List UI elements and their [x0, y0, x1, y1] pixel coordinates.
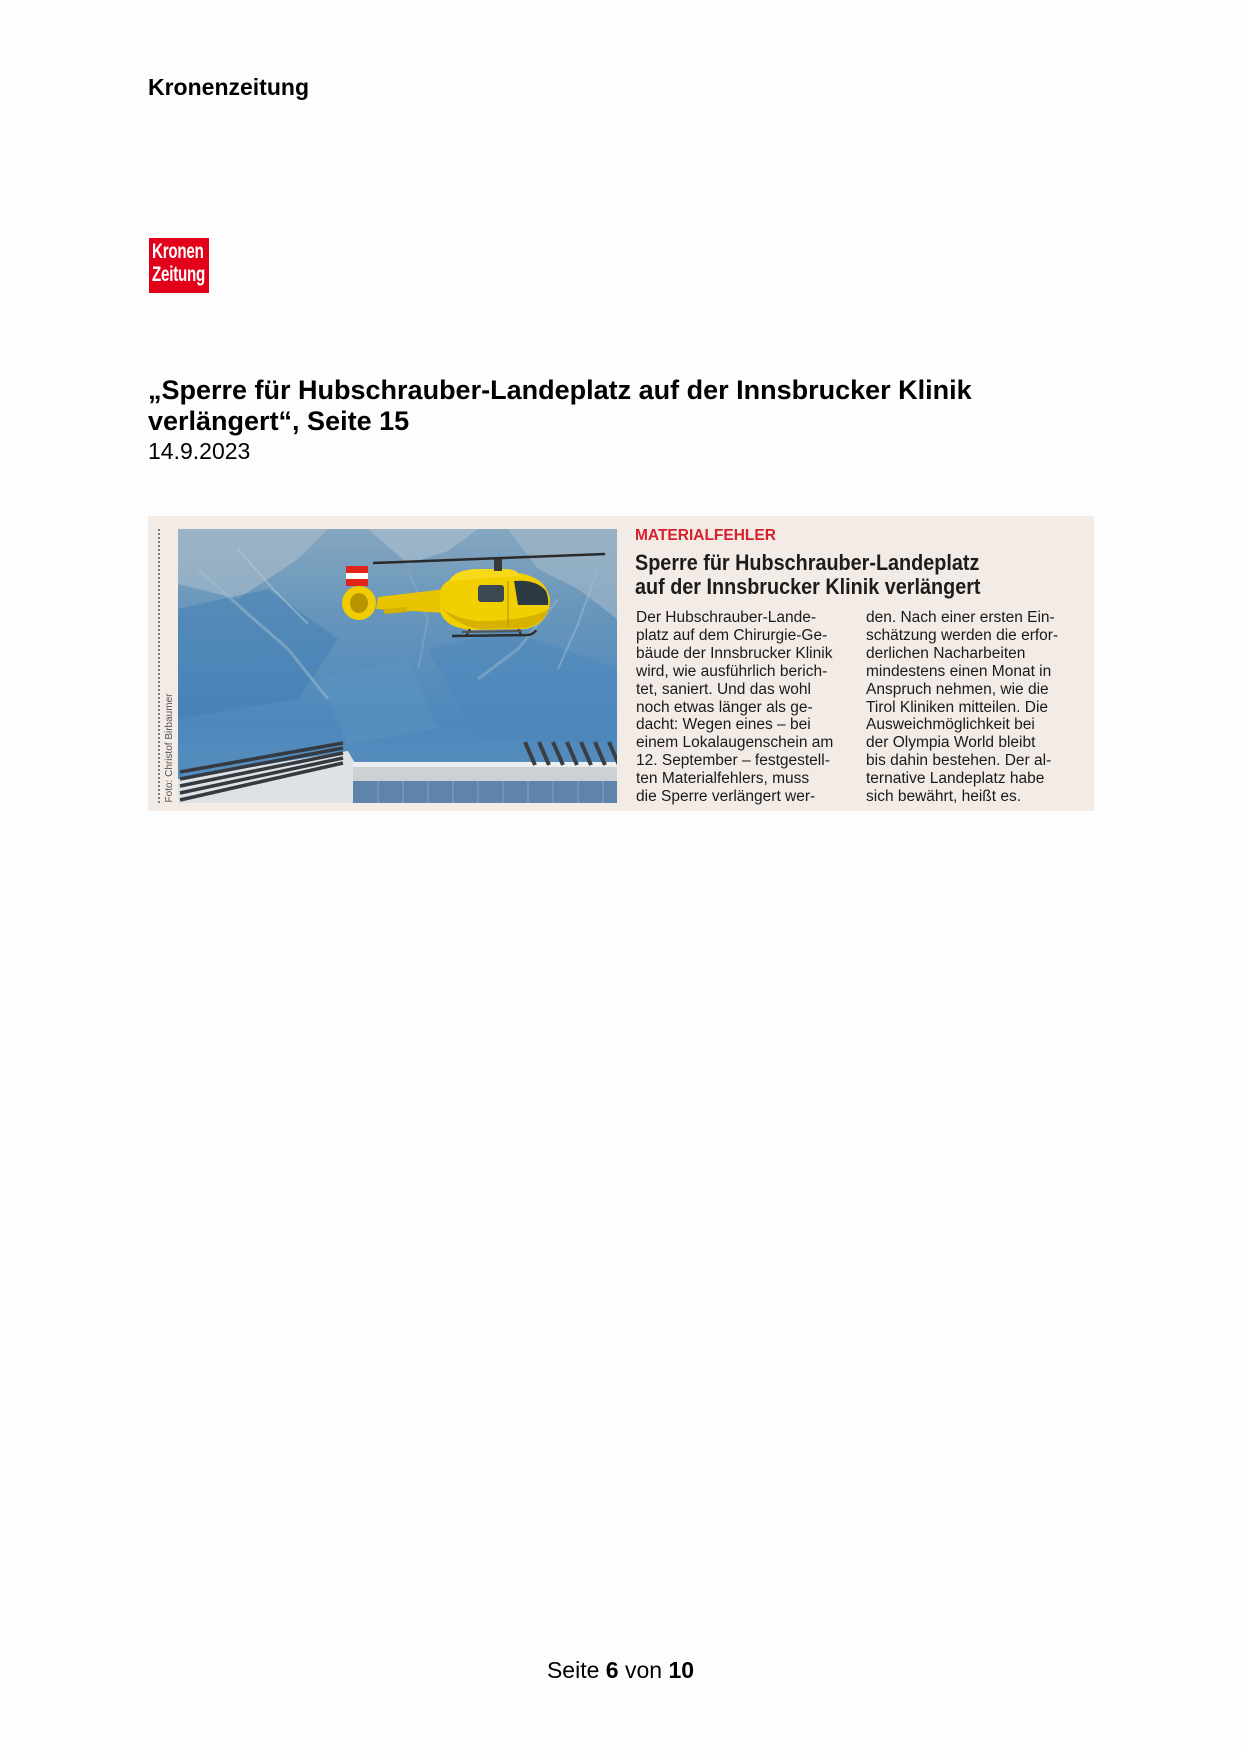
- body-line: platz auf dem Chirurgie-Ge-: [636, 626, 828, 644]
- logo-text-line-1: Kronen: [152, 240, 204, 263]
- body-line: tet, saniert. Und das wohl: [636, 680, 811, 698]
- body-line: den. Nach einer ersten Ein-: [866, 609, 1055, 626]
- body-line: noch etwas länger als ge-: [636, 698, 813, 716]
- body-line: die Sperre verlängert wer-: [636, 788, 816, 806]
- body-line: der Olympia World bleibt: [866, 734, 1036, 752]
- page-label: Seite: [546, 1657, 600, 1683]
- current-page-number: 6: [605, 1657, 619, 1683]
- body-line: Anspruch nehmen, wie die: [866, 680, 1049, 698]
- body-line: 12. September – festgestell-: [636, 752, 830, 770]
- page-of-label: von: [624, 1657, 663, 1683]
- body-line: bäude der Innsbrucker Klinik: [636, 644, 833, 662]
- publication-name: Kronenzeitung: [148, 74, 309, 100]
- body-line: Ausweichmöglichkeit bei: [866, 716, 1035, 734]
- kronen-zeitung-logo: [149, 238, 209, 293]
- headline-line: Sperre für Hubschrauber-Landeplatz: [635, 550, 980, 575]
- body-line: wird, wie ausführlich berich-: [636, 662, 828, 680]
- headline-line: auf der Innsbrucker Klinik verlängert: [635, 574, 981, 599]
- body-line: schätzung werden die erfor-: [866, 626, 1059, 644]
- hospital-building: [178, 742, 617, 803]
- body-line: derlichen Nacharbeiten: [866, 644, 1026, 662]
- body-line: dacht: Wegen eines – bei: [636, 716, 811, 734]
- body-line: ten Materialfehlers, muss: [636, 770, 810, 788]
- article-kicker: MATERIALFEHLER: [635, 527, 776, 544]
- newspaper-clipping: [148, 516, 1094, 811]
- photo-drawing: [178, 529, 617, 803]
- body-line: einem Lokalaugenschein am: [636, 734, 834, 752]
- article-title: „Sperre für Hubschrauber-Landeplatz auf der Innsbrucker Klinik verlängert“, Seite 15: [148, 375, 972, 436]
- helicopter-photo: [178, 529, 617, 803]
- total-page-count: 10: [668, 1657, 695, 1683]
- body-line: Tirol Kliniken mitteilen. Die: [866, 698, 1049, 716]
- body-column-2: [866, 609, 1058, 806]
- photo-credit: Foto: Christof Birbaumer: [164, 693, 175, 803]
- body-line: mindestens einen Monat in: [866, 662, 1052, 680]
- body-line: sich bewährt, heißt es.: [866, 788, 1022, 806]
- logo-text-line-2: Zeitung: [152, 263, 206, 286]
- dotted-divider: [158, 529, 160, 803]
- body-line: ternative Landeplatz habe: [866, 770, 1045, 788]
- body-line: bis dahin bestehen. Der al-: [866, 752, 1052, 770]
- article-date: 14.9.2023: [148, 438, 251, 464]
- body-line: Der Hubschrauber-Lande-: [636, 609, 817, 626]
- body-column-1: [636, 609, 833, 806]
- page-counter: [0, 1657, 1241, 1683]
